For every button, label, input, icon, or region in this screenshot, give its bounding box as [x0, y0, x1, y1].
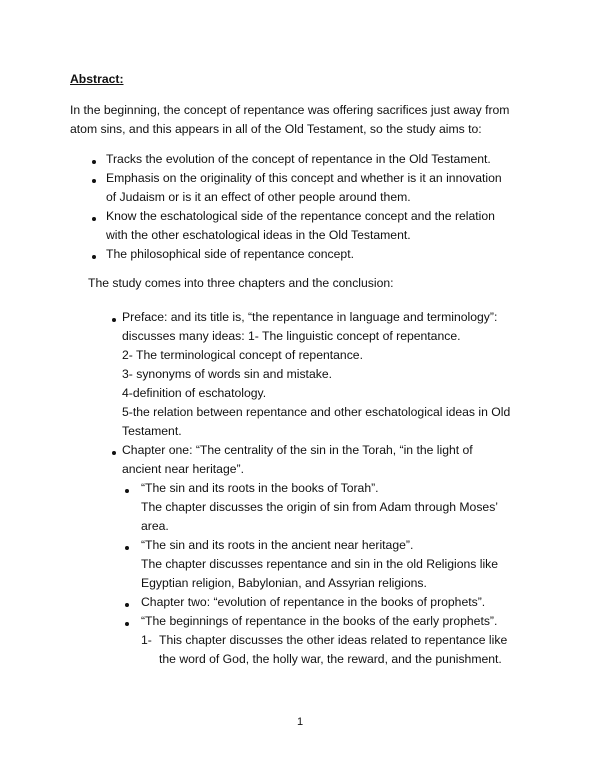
preface-line: discusses many ideas: 1- The linguistic concept of repentance. — [122, 329, 461, 343]
bullet-dot — [125, 546, 129, 550]
chapter-one-item — [122, 441, 473, 479]
sub-item-line: “The sin and its roots in the ancient near heritage”. — [141, 538, 414, 552]
aim-item — [106, 150, 491, 169]
preface-item — [122, 308, 510, 441]
aim-line: of Judaism or is it an effect of other people around them. — [106, 190, 411, 204]
chapter-one-line: Chapter one: “The centrality of the sin in the Torah, “in the light of — [122, 443, 473, 457]
list-number: 1- — [141, 633, 152, 647]
sub-item-line: Egyptian religion, Babylonian, and Assyrian religions. — [141, 576, 427, 590]
sub-item-line: Chapter two: “evolution of repentance in the books of prophets”. — [141, 595, 486, 609]
numbered-item — [159, 631, 507, 669]
bullet-dot — [125, 603, 129, 607]
aim-line: Know the eschatological side of the repentance concept and the relation — [106, 209, 495, 223]
sub-item-line: area. — [141, 519, 169, 533]
bullet-dot — [112, 451, 116, 455]
bullet-dot — [112, 318, 116, 322]
intro-line: In the beginning, the concept of repentance was offering sacrifices just away from — [70, 103, 510, 117]
preface-line: 2- The terminological concept of repentance. — [122, 348, 363, 362]
bullet-dot — [125, 489, 129, 493]
preface-line: Testament. — [122, 424, 182, 438]
chapter-one-line: ancient near heritage”. — [122, 462, 244, 476]
numbered-line: the word of God, the holly war, the reward, and the punishment. — [159, 652, 502, 666]
aim-item — [106, 245, 354, 264]
aim-line: Emphasis on the originality of this concept and whether is it an innovation — [106, 171, 502, 185]
aim-line: The philosophical side of repentance concept. — [106, 247, 354, 261]
structure-intro: The study comes into three chapters and the conclusion: — [88, 276, 394, 290]
aim-line: with the other eschatological ideas in the Old Testament. — [106, 228, 411, 242]
preface-line: 3- synonyms of words sin and mistake. — [122, 367, 332, 381]
sub-item — [141, 536, 498, 593]
preface-line: 5-the relation between repentance and other eschatological ideas in Old — [122, 405, 511, 419]
sub-item — [141, 612, 497, 631]
numbered-line: This chapter discusses the other ideas related to repentance like — [159, 633, 508, 647]
bullet-dot — [92, 255, 96, 259]
bullet-dot — [125, 622, 129, 626]
bullet-dot — [92, 179, 96, 183]
sub-item — [141, 593, 485, 612]
abstract-heading: Abstract: — [70, 72, 124, 86]
bullet-dot — [92, 160, 96, 164]
sub-item — [141, 479, 498, 536]
sub-item-line: “The sin and its roots in the books of Torah”. — [141, 481, 379, 495]
intro-line: atom sins, and this appears in all of the Old Testament, so the study aims to: — [70, 122, 482, 136]
aim-item — [106, 207, 495, 245]
page-number: 1 — [296, 716, 304, 728]
bullet-dot — [92, 217, 96, 221]
sub-item-line: The chapter discusses the origin of sin from Adam through Moses’ — [141, 500, 498, 514]
aim-item — [106, 169, 502, 207]
sub-item-line: “The beginnings of repentance in the books of the early prophets”. — [141, 614, 498, 628]
preface-line: 4-definition of eschatology. — [122, 386, 267, 400]
preface-line: Preface: and its title is, “the repentance in language and terminology”: — [122, 310, 498, 324]
intro-paragraph — [70, 101, 540, 139]
aim-line: Tracks the evolution of the concept of repentance in the Old Testament. — [106, 152, 491, 166]
sub-item-line: The chapter discusses repentance and sin in the old Religions like — [141, 557, 499, 571]
